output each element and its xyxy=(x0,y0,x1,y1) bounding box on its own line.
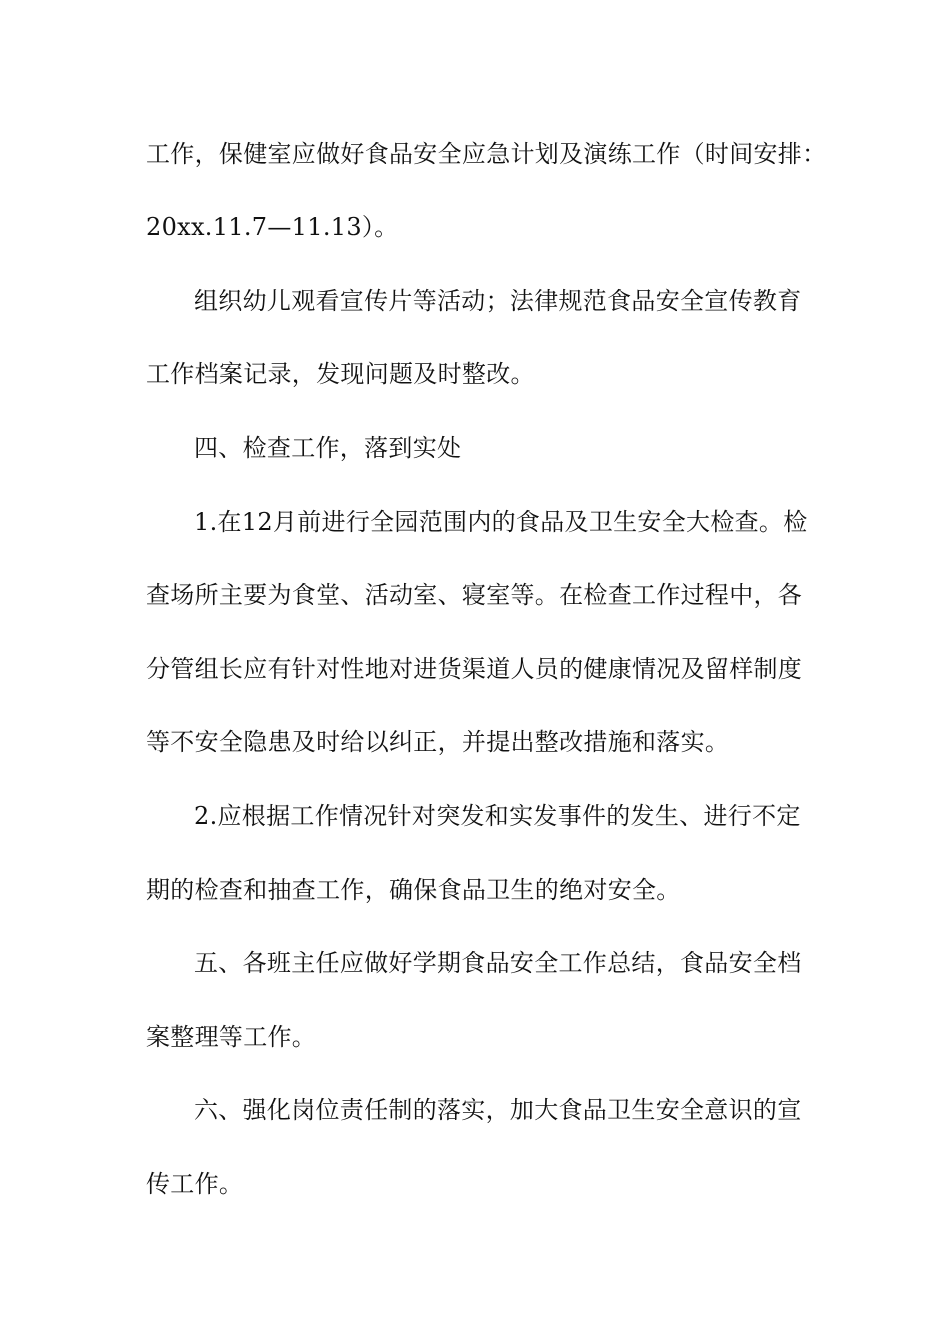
text-line: 期的检查和抽查工作，确保食品卫生的绝对安全。 xyxy=(146,876,681,904)
paragraph-start: 六、强化岗位责任制的落实，加大食品卫生安全意识的宣 xyxy=(194,1096,802,1124)
text-line: 工作档案记录，发现问题及时整改。 xyxy=(146,360,535,388)
text-line: 等不安全隐患及时给以纠正，并提出整改措施和落实。 xyxy=(146,728,730,756)
paragraph-start: 2.应根据工作情况针对突发和实发事件的发生、进行不定 xyxy=(194,802,801,830)
paragraph-start: 组织幼儿观看宣传片等活动；法律规范食品安全宣传教育 xyxy=(194,287,802,315)
paragraph-start: 五、各班主任应做好学期食品安全工作总结，食品安全档 xyxy=(194,949,802,977)
text-line: 20xx.11.7—11.13）。 xyxy=(146,213,399,241)
paragraph-start: 1.在12月前进行全园范围内的食品及卫生安全大检查。检 xyxy=(194,508,808,536)
text-line: 工作，保健室应做好食品安全应急计划及演练工作（时间安排： xyxy=(146,140,827,168)
text-line: 查场所主要为食堂、活动室、寝室等。在检查工作过程中，各 xyxy=(146,581,803,609)
text-line: 分管组长应有针对性地对进货渠道人员的健康情况及留样制度 xyxy=(146,655,803,683)
text-line: 案整理等工作。 xyxy=(146,1023,317,1051)
text-line: 传工作。 xyxy=(146,1170,244,1198)
section-heading: 四、检查工作，落到实处 xyxy=(194,434,462,462)
